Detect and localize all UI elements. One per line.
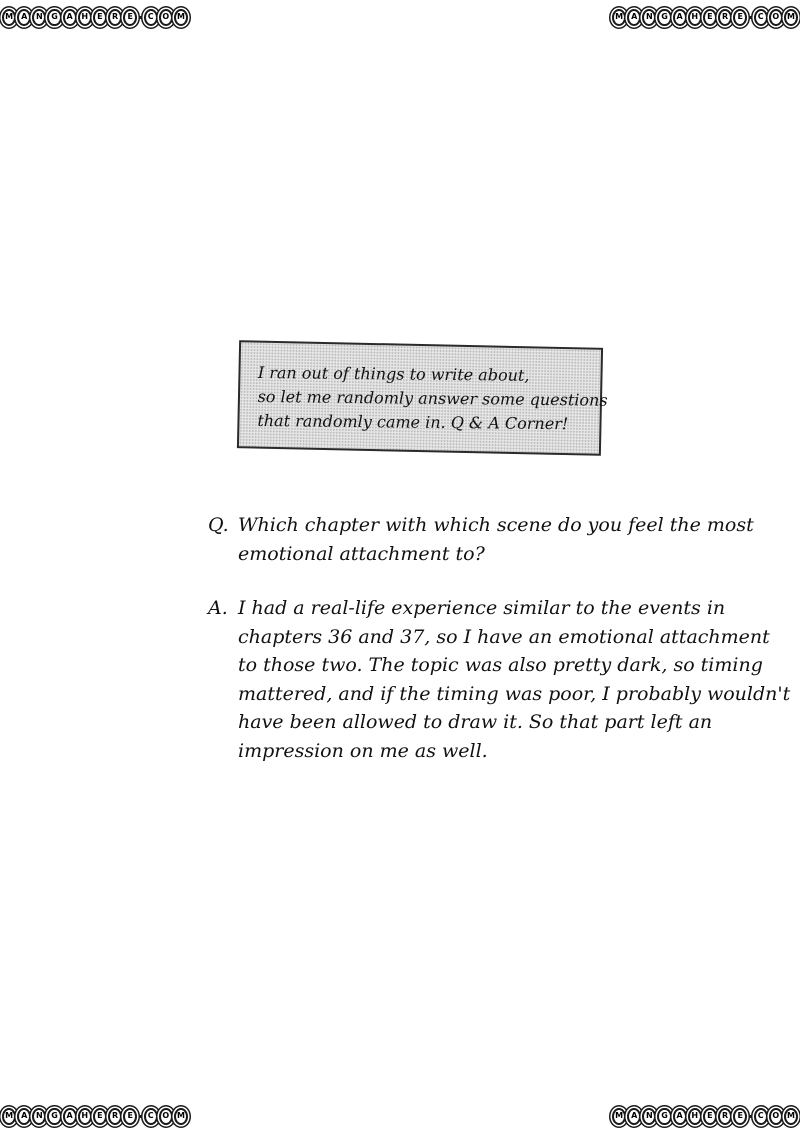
watermark-dot bbox=[139, 16, 141, 19]
watermark-letter: G bbox=[47, 9, 61, 26]
watermark-letter: O bbox=[159, 9, 173, 26]
watermark-letter: M bbox=[784, 9, 798, 26]
watermark-letter: C bbox=[754, 1108, 768, 1125]
watermark-letter: C bbox=[144, 9, 158, 26]
watermark-letter: H bbox=[78, 9, 92, 26]
watermark-top-right bbox=[612, 6, 798, 28]
watermark-letter: E bbox=[123, 1108, 137, 1125]
watermark-letter: E bbox=[733, 1108, 747, 1125]
watermark-letter: G bbox=[657, 1108, 671, 1125]
watermark-letter: A bbox=[63, 9, 77, 26]
watermark-top-left bbox=[2, 6, 188, 28]
watermark-bottom-right bbox=[612, 1105, 798, 1127]
answer-text bbox=[238, 594, 790, 765]
watermark-letter: A bbox=[673, 9, 687, 26]
question-line: Which chapter with which scene do you feel the most bbox=[238, 514, 754, 536]
watermark-letter: G bbox=[47, 1108, 61, 1125]
watermark-letter: E bbox=[93, 9, 107, 26]
intro-line: I ran out of things to write about, bbox=[257, 362, 530, 385]
answer-line: impression on me as well. bbox=[238, 739, 488, 762]
watermark-letter: A bbox=[17, 9, 31, 26]
watermark-letter: M bbox=[174, 9, 188, 26]
answer-line: to those two. The topic was also pretty dark, so timing bbox=[238, 654, 763, 676]
watermark-dot bbox=[139, 1115, 141, 1118]
watermark-letter: M bbox=[2, 9, 16, 26]
watermark-letter: E bbox=[93, 1108, 107, 1125]
watermark-letter: R bbox=[718, 1108, 732, 1125]
question-block bbox=[208, 511, 754, 568]
answer-line: I had a real-life experience similar to the events in bbox=[238, 597, 726, 619]
watermark-bottom-left bbox=[2, 1105, 188, 1127]
question-line: emotional attachment to? bbox=[238, 542, 485, 565]
watermark-letter: M bbox=[784, 1108, 798, 1125]
watermark-letter: H bbox=[78, 1108, 92, 1125]
watermark-letter: O bbox=[769, 1108, 783, 1125]
watermark-letter: E bbox=[703, 1108, 717, 1125]
watermark-letter: G bbox=[657, 9, 671, 26]
watermark-letter: R bbox=[718, 9, 732, 26]
watermark-letter: M bbox=[612, 9, 626, 26]
watermark-letter: C bbox=[144, 1108, 158, 1125]
watermark-dot bbox=[749, 16, 751, 19]
watermark-letter: O bbox=[159, 1108, 173, 1125]
watermark-letter: N bbox=[642, 9, 656, 26]
watermark-letter: O bbox=[769, 9, 783, 26]
watermark-letter: M bbox=[2, 1108, 16, 1125]
answer-line: mattered, and if the timing was poor, I probably wouldn't bbox=[238, 682, 791, 705]
watermark-letter: E bbox=[703, 9, 717, 26]
watermark-letter: A bbox=[627, 9, 641, 26]
watermark-letter: A bbox=[673, 1108, 687, 1125]
intro-note-text bbox=[257, 361, 608, 437]
watermark-letter: C bbox=[754, 9, 768, 26]
watermark-letter: A bbox=[63, 1108, 77, 1125]
watermark-letter: A bbox=[17, 1108, 31, 1125]
watermark-letter: M bbox=[174, 1108, 188, 1125]
watermark-letter: N bbox=[32, 1108, 46, 1125]
watermark-letter: N bbox=[32, 9, 46, 26]
watermark-letter: R bbox=[108, 9, 122, 26]
intro-line: so let me randomly answer some questions bbox=[257, 386, 608, 410]
watermark-letter: R bbox=[108, 1108, 122, 1125]
watermark-letter: H bbox=[688, 1108, 702, 1125]
answer-line: chapters 36 and 37, so I have an emotional attachment bbox=[238, 625, 770, 648]
watermark-letter: E bbox=[123, 9, 137, 26]
watermark-letter: A bbox=[627, 1108, 641, 1125]
answer-block bbox=[208, 594, 791, 765]
answer-marker: A. bbox=[208, 597, 228, 619]
watermark-letter: E bbox=[733, 9, 747, 26]
watermark-letter: H bbox=[688, 9, 702, 26]
question-text bbox=[238, 511, 754, 568]
question-marker: Q. bbox=[208, 514, 229, 536]
watermark-letter: N bbox=[642, 1108, 656, 1125]
intro-line: that randomly came in. Q & A Corner! bbox=[257, 410, 569, 434]
watermark-dot bbox=[749, 1115, 751, 1118]
answer-line: have been allowed to draw it. So that part left an bbox=[238, 711, 713, 733]
watermark-letter: M bbox=[612, 1108, 626, 1125]
